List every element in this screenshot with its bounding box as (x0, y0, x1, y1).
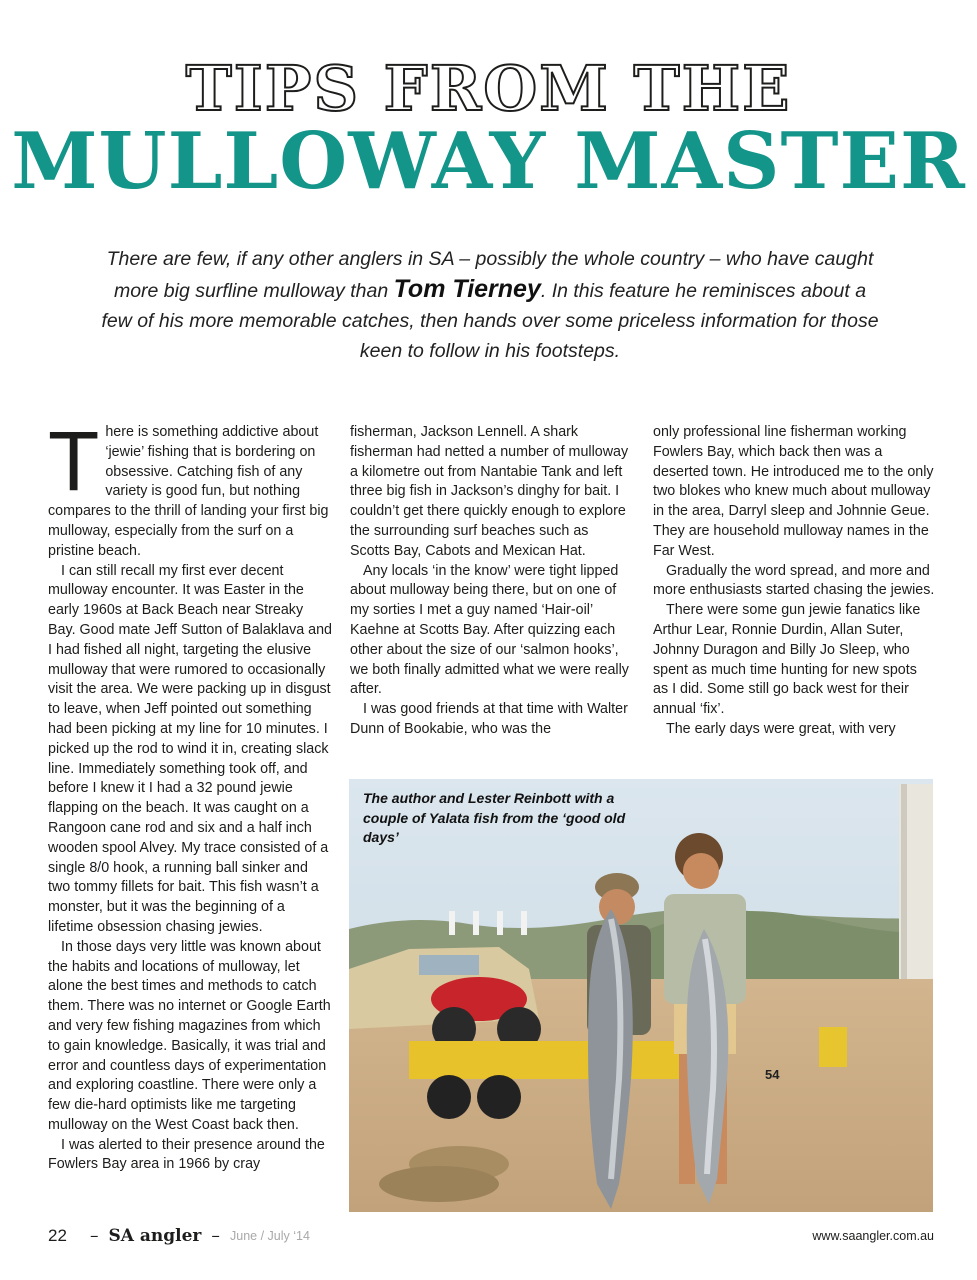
photo-caption: The author and Lester Reinbott with a couple of Yalata fish from the ‘good old days’ (363, 790, 626, 845)
article-paragraph: In those days very little was known about the habits and locations of mulloway, let alone the best times and methods to catch them. There was no internet or Google Earth and very few fishing magazines from which to gain knowledge. Basically, it was trial and error and countless days of experimentation and exploring coastline. There were only a few die-hard optimists like me targeting mulloway on the West Coast back then. (48, 938, 331, 1133)
website-url: www.saangler.com.au (812, 1229, 934, 1243)
article-paragraph: There were some gun jewie fanatics like Arthur Lear, Ronnie Durdin, Allan Suter, Johnny Duragon and Billy Jo Sleep, who spent as much time hunting for new spots as I did. Some still go back west for their annual ‘fix’. (653, 602, 921, 718)
page-number: 22 (48, 1226, 67, 1245)
article-paragraph: Any locals ‘in the know’ were tight lipped about mulloway being there, but on one of my sorties I met a guy named ‘Hair-oil’ Kaehne at Scotts Bay. After quizzing each other about the size of our ‘salmon hooks’, we both finally admitted what we were really after. (350, 562, 629, 698)
article-paragraph (48, 414, 332, 562)
publication-name (80, 1226, 230, 1246)
article-paragraph: I was good friends at that time with Walter Dunn of Bookabie, who was the (350, 701, 628, 737)
page-footer (48, 1226, 934, 1250)
paragraph-text: here is something addictive about ‘jewie’ fishing that is bordering on obsessive. Catching fish of any variety is good fun, but nothing compares to the thrill of landing your first big mulloway, especially from the surf on a pristine beach. (48, 424, 329, 559)
article-column-3 (653, 423, 935, 740)
article-paragraph: I was alerted to their presence around the Fowlers Bay area in 1966 by cray (48, 1136, 325, 1173)
article-paragraph: I can still recall my first ever decent mulloway encounter. It was Easter in the early 1960s at Back Beach near Streaky Bay. Good mate Jeff Sutton of Balaklava and I had fished all night, targeting the elusive mulloway that were rumored to occasionally visit the area. We were packing up in disgust to leave, when Jeff pointed out something had been picking at my line for 10 minutes. I picked up the rod to wind it in, creating slack line. Immediately something took off, and before I knew it I had a 32 pound jewie flapping on the beach. It was caught on a Rangoon cane rod and six and a half inch wooden spool Alvey. My trace consisted of a single 8/0 hook, a running ball sinker and two tommy fillets for bait. This fish wasn’t a monster, but it was the beginning of a lifetime obsession chasing jewies. (48, 562, 332, 935)
feature-photo (349, 779, 933, 1212)
article-paragraph: fisherman, Jackson Lennell. A shark fisherman had netted a number of mulloway a kilometre out from Nantabie Tank and left three big fish in Jackson’s dinghy for bait. I couldn’t get there quickly enough to explore the surrounding surf beaches such as Scotts Bay, Cabots and Mexican Hat. (350, 424, 629, 559)
article-paragraph: only professional line fisherman working Fowlers Bay, which back then was a deserted town. He introduced me to the only two blokes who knew much about mulloway in the area, Darryl sleep and Johnnie Geue. They are household mulloway names in the Far West. (653, 424, 934, 559)
headline-line-2: MULLOWAY MASTER (11, 116, 966, 207)
headline-line-1: TIPS FROM THE (185, 52, 792, 125)
article-column-2 (350, 423, 632, 740)
article-column-1 (48, 414, 332, 1175)
footer-dash: – (211, 1226, 220, 1246)
intro-text-before: There are few, if any other anglers in SA – possibly the whole country – who have caught more big surfline mulloway than (106, 248, 874, 302)
intro-standfirst (100, 244, 880, 366)
trailer-plate-text: 54 (765, 1067, 780, 1082)
footer-dash: – (90, 1226, 99, 1246)
issue-date: June / July ‘14 (230, 1229, 310, 1243)
drop-cap: T (48, 414, 100, 508)
intro-text-after: . In this feature he reminisces about a few of his more memorable catches, then hands over some priceless information for those keen to follow in his footsteps. (101, 280, 879, 362)
publication-title: SA angler (108, 1226, 202, 1246)
article-paragraph: Gradually the word spread, and more and more enthusiasts started chasing the jewies. (653, 562, 935, 599)
author-name: Tom Tierney (393, 275, 541, 303)
article-paragraph: The early days were great, with very (666, 720, 896, 737)
